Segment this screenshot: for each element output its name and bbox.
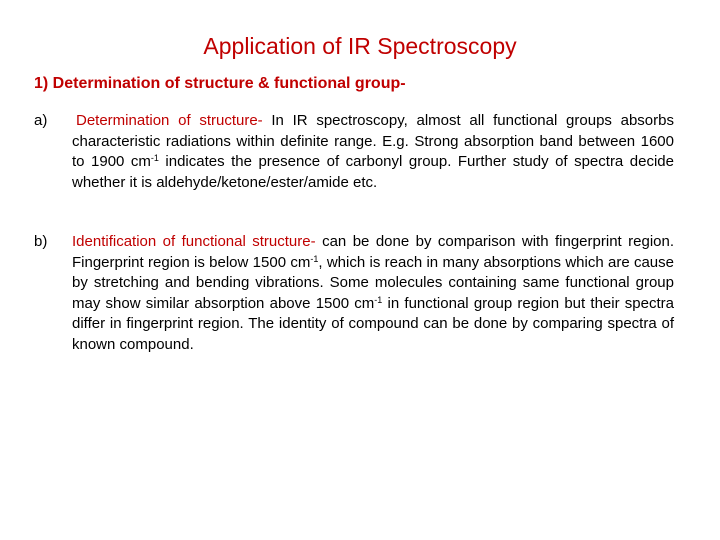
list-item-a-lead: Determination of structure- <box>76 112 263 129</box>
list-item-b-superscript-2: -1 <box>374 294 383 305</box>
list-item-b-body-2: , which is reach in many absorptions which are cause by stretching and bending vibrations. Some molecules containing same functional group may show similar absorption above 1500 cm <box>72 253 674 312</box>
list-item-a-body-2: indicates the presence of carbonyl group. Further study of spectra decide whether it is aldehyde/ketone/ester/amide etc. <box>72 153 674 191</box>
section-heading: 1) Determination of structure & functional group- <box>34 75 406 92</box>
list-item-a-body-1: In IR spectroscopy, almost all functional groups absorbs characteristic radiations within definite range. E.g. Strong absorption band between 1600 to 1900 cm <box>72 112 674 171</box>
list-marker-b: b) <box>34 233 48 250</box>
list-item-a-superscript-1: -1 <box>150 153 159 164</box>
list-item-a <box>34 111 674 193</box>
list-item-b-superscript-1: -1 <box>310 253 319 264</box>
list-item-b-text <box>72 232 674 356</box>
list-marker-a: a) <box>34 112 48 129</box>
list-item-b-lead: Identification of functional structure- <box>72 233 316 250</box>
list-item-b <box>34 232 674 356</box>
list-item-a-text <box>72 111 674 193</box>
list-item-b-body-1: can be done by comparison with fingerprint region. Fingerprint region is below 1500 cm <box>72 233 675 271</box>
list-item-b-body-3: in functional group region but their spectra differ in fingerprint region. The identity of compound can be done by comparing spectra of known compound. <box>72 294 674 353</box>
slide-title: Application of IR Spectroscopy <box>203 33 517 59</box>
